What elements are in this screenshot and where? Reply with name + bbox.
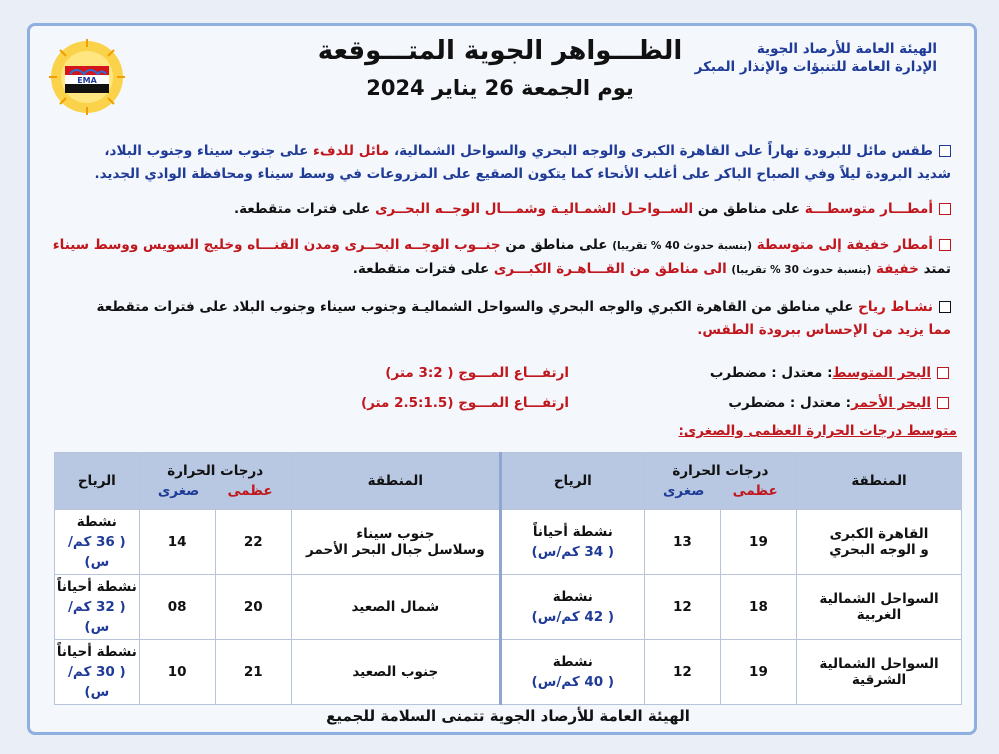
- col-max-label: عظمى: [732, 483, 778, 499]
- region-name: القاهرة الكبرى: [829, 526, 929, 542]
- red-sea-label: البحر الأحمر: [851, 395, 931, 411]
- col-region-left: المنطقة: [291, 453, 500, 510]
- p3-regions: جنــوب الوجــه البحــرى ومدن القنـــاه وخليج السويس ووسط سيناء: [52, 237, 501, 253]
- min-temp: 12: [644, 640, 720, 705]
- region-name-2: وسلاسل جبال البحر الأحمر: [306, 542, 485, 558]
- col-min-label: صغرى: [663, 483, 705, 499]
- ema-logo: [48, 38, 126, 116]
- p1-text-a: طقس مائل للبرودة نهاراً على القاهرة الكبرى والوجه البحري والسواحل الشمالية،: [393, 143, 933, 159]
- org-line-2: الإدارة العامة للتنبؤات والإنذار المبكر: [694, 59, 937, 75]
- sea-mediterranean: [39, 362, 949, 385]
- table-row: [55, 640, 962, 705]
- checkbox-icon: [939, 301, 951, 313]
- col-min-label: صغرى: [157, 483, 200, 499]
- bulletin-title: الظـــواهر الجوية المتـــوقعة: [317, 36, 683, 66]
- organization-name: [695, 40, 937, 76]
- min-temp: 10: [139, 640, 215, 705]
- table-header-row: [55, 453, 962, 510]
- p3-text-c: على مناطق من: [505, 237, 608, 253]
- table-row: [55, 510, 962, 575]
- p3-cairo: الى مناطق من القـــاهـرة الكبـــرى: [493, 261, 727, 277]
- wind-state: نشطة أحياناً: [532, 524, 613, 540]
- col-temp-label: درجات الحرارة: [672, 463, 769, 479]
- wind-state: نشطة أحياناً: [56, 579, 137, 595]
- wind-speed: ( 30 كم/س): [67, 664, 126, 700]
- region-name: جنوب الصعيد: [352, 664, 439, 680]
- med-wave-height: ارتفـــاع المـــوج ( 3:2 متر): [385, 365, 569, 381]
- region-cell: [797, 640, 962, 705]
- min-temp: 08: [139, 575, 215, 640]
- red-sea-state-b: مضطرب: [728, 395, 786, 411]
- checkbox-icon: [939, 145, 951, 157]
- col-max-label: عظمى: [227, 483, 273, 499]
- table-row: [55, 575, 962, 640]
- region-cell: [291, 640, 500, 705]
- region-cell: [291, 510, 500, 575]
- max-temp: 21: [215, 640, 291, 705]
- region-name-2: و الوجه البحري: [829, 542, 929, 558]
- temperature-table: [54, 452, 962, 705]
- temps-heading: متوسط درجات الحرارة العظمى والصغرى:: [678, 423, 957, 439]
- checkbox-icon: [937, 367, 949, 379]
- min-temp: 14: [139, 510, 215, 575]
- forecast-paragraph-2: [41, 198, 951, 221]
- p3-text-e: تمتد: [923, 261, 951, 277]
- wind-state: نشطة أحياناً: [56, 644, 137, 660]
- p1-warm: مائل للدفء: [313, 143, 390, 159]
- forecast-paragraph-1: [41, 140, 951, 186]
- footer-message: الهيئة العامة للأرصاد الجوية تتمنى السلامة للجميع: [326, 707, 690, 725]
- p2-regions: الســواحـل الشمـاليـة وشمـــال الوجــه البحــرى: [375, 201, 694, 217]
- p3-prob-30: (بنسبة حدوث 30 % تقريبا): [731, 264, 872, 276]
- p3-prob-40: (بنسبة حدوث 40 % تقريبا): [612, 240, 753, 252]
- col-temp-right: [644, 453, 796, 510]
- col-temp-left: [139, 453, 291, 510]
- checkbox-icon: [939, 239, 951, 251]
- min-temp: 13: [644, 510, 720, 575]
- p3-text-i: على فترات متقطعة.: [352, 261, 490, 277]
- wind-speed: ( 36 كم/س): [67, 534, 126, 570]
- p4-text-b: علي مناطق من القاهرة الكبري والوجه البحري والسواحل الشماليـة وجنوب سيناء وجنوب البلاد على فترات متقطعة: [96, 299, 854, 315]
- p4-wind: نشـاط رياح: [858, 299, 933, 315]
- col-wind-left: الرياح: [55, 453, 140, 510]
- region-name: جنوب سيناء: [356, 526, 435, 542]
- wind-cell: [55, 510, 140, 575]
- forecast-paragraph-4: [41, 296, 951, 342]
- min-temp: 12: [644, 575, 720, 640]
- med-sea-label: البحر المتوسط: [832, 365, 931, 381]
- med-sea-state-b: مضطرب: [709, 365, 767, 381]
- wind-speed: ( 32 كم/س): [67, 599, 126, 635]
- bulletin-date: يوم الجمعة 26 يناير 2024: [366, 76, 634, 100]
- wind-cell: [55, 640, 140, 705]
- region-name: السواحل الشمالية الشرقية: [819, 656, 939, 688]
- wind-state: نشطة: [552, 654, 593, 670]
- p3-light: خفيفة: [875, 261, 919, 277]
- forecast-paragraph-3: [41, 234, 951, 282]
- p2-text-b: على مناطق من: [697, 201, 800, 217]
- wind-state: نشطة: [76, 514, 117, 530]
- wind-cell: [500, 510, 644, 575]
- col-wind-right: الرياح: [500, 453, 644, 510]
- checkbox-icon: [937, 397, 949, 409]
- max-temp: 22: [215, 510, 291, 575]
- wind-speed: ( 40 كم/س): [531, 674, 615, 690]
- max-temp: 20: [215, 575, 291, 640]
- red-sea-state-a: : معتدل :: [785, 395, 852, 411]
- p3-rain: أمطار خفيفة إلى متوسطة: [756, 237, 933, 253]
- p4-text-c: مما يزيد من الإحساس ببرودة الطقس.: [697, 322, 951, 338]
- p2-text-d: على فترات متقطعة.: [233, 201, 371, 217]
- wind-cell: [500, 640, 644, 705]
- max-temp: 19: [720, 640, 796, 705]
- region-cell: [797, 575, 962, 640]
- logo-text: EMA: [77, 76, 97, 85]
- max-temp: 19: [720, 510, 796, 575]
- red-wave-height: ارتفـــاع المـــوج (2.5:1.5 متر): [360, 395, 569, 411]
- p1-text-d: شديد البرودة ليلاً وفي الصباح الباكر على أغلب الأنحاء كما يتكون الصقيع على المزروعات في وسط سيناء ومحافظة الوادي الجديد.: [94, 166, 951, 182]
- region-cell: [291, 575, 500, 640]
- wind-speed: ( 34 كم/س): [531, 544, 615, 560]
- region-cell: [797, 510, 962, 575]
- med-sea-state-a: : معتدل :: [766, 365, 833, 381]
- p2-rain: أمطـــار متوسطـــة: [804, 201, 933, 217]
- checkbox-icon: [939, 203, 951, 215]
- p1-text-c: على جنوب سيناء وجنوب البلاد،: [104, 143, 309, 159]
- wind-cell: [55, 575, 140, 640]
- wind-speed: ( 42 كم/س): [531, 609, 615, 625]
- region-name: السواحل الشمالية الغربية: [819, 591, 939, 623]
- sea-red: [39, 392, 949, 415]
- max-temp: 18: [720, 575, 796, 640]
- col-region-right: المنطقة: [797, 453, 962, 510]
- org-line-1: الهيئة العامة للأرصاد الجوية: [756, 41, 937, 57]
- region-name: شمال الصعيد: [351, 599, 440, 615]
- wind-state: نشطة: [552, 589, 593, 605]
- wind-cell: [500, 575, 644, 640]
- col-temp-label: درجات الحرارة: [167, 463, 264, 479]
